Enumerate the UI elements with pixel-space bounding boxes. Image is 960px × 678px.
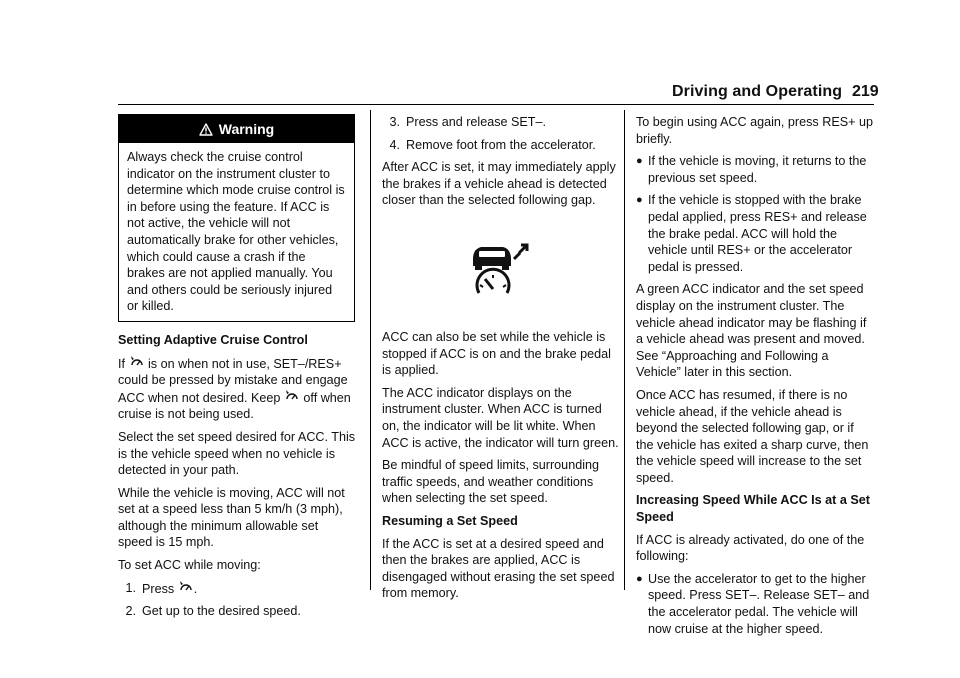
paragraph: The ACC indicator displays on the instrument cluster. When ACC is turned on, the indicator will be lit white. When ACC is active, the indicator will turn green.	[382, 385, 619, 450]
paragraph: Select the set speed desired for ACC. This is the vehicle speed when no vehicle is detected in your path.	[118, 429, 356, 478]
section-heading: Increasing Speed While ACC Is at a Set Speed	[636, 493, 870, 525]
warning-title: Warning	[218, 120, 275, 137]
paragraph: To begin using ACC again, press RES+ up briefly.	[636, 115, 873, 146]
warning-box	[118, 114, 355, 322]
paragraph: If the ACC is set at a desired speed and then the brakes are applied, ACC is disengaged without erasing the set speed from memory.	[382, 536, 615, 601]
paragraph: After ACC is set, it may immediately apply the brakes if a vehicle ahead is detected closer than the selected following gap.	[382, 160, 616, 208]
list-item: ● Use the accelerator to get to the higher speed. Press SET–. Release SET– and the accelerator pedal. The vehicle will now cruise at the higher speed.	[636, 571, 870, 636]
paragraph: Once ACC has resumed, if there is no vehicle ahead, if the vehicle ahead is beyond the selected following gap, or if the vehicle has exited a sharp curve, then the vehicle speed will increase to the set speed.	[636, 387, 869, 485]
paragraph: If is on when not in use, SET–/RES+ could be pressed by mistake and engage ACC when not desired. Keep off when cruise is not being used.	[118, 356, 351, 422]
section-heading: Resuming a Set Speed	[382, 513, 518, 528]
adaptive-cruise-icon	[130, 355, 144, 371]
list-item: ● If the vehicle is moving, it returns to the previous set speed.	[636, 154, 867, 185]
warning-icon	[199, 123, 213, 136]
paragraph: ACC can also be set while the vehicle is stopped if ACC is on and the brake pedal is applied.	[382, 329, 611, 378]
header-rule	[118, 104, 874, 105]
paragraph: To set ACC while moving:	[118, 558, 261, 573]
bullet-icon: ●	[636, 155, 643, 168]
warning-text: Always check the cruise control indicator on the instrument cluster to determine which mode cruise control is in before using the feature. If ACC is not active, the vehicle will not automatically brake for other vehicles, which could cause a crash if the brakes are not applied manually. You and others could be seriously injured or killed.	[127, 150, 345, 314]
column-divider	[370, 110, 371, 590]
paragraph: Be mindful of speed limits, surrounding traffic speeds, and weather conditions when selecting the set speed.	[382, 458, 600, 506]
bullet-icon: ●	[636, 194, 643, 207]
column-1	[118, 114, 356, 626]
section-heading: Setting Adaptive Cruise Control	[118, 332, 308, 347]
paragraph: While the vehicle is moving, ACC will not set at a speed less than 5 km/h (3 mph), although the minimum allowable set speed is 15 mph.	[118, 485, 345, 550]
warning-header	[119, 115, 354, 143]
paragraph: If ACC is already activated, do one of the following:	[636, 532, 865, 564]
column-3	[636, 114, 874, 643]
page-number: 219	[852, 83, 879, 100]
steps-list	[382, 114, 620, 153]
steps-list	[118, 580, 356, 620]
column-divider	[624, 110, 625, 590]
acc-indicator-figure	[382, 219, 620, 317]
list-item: 2. Get up to the desired speed.	[125, 604, 301, 619]
list-item: 4. Remove foot from the accelerator.	[389, 137, 596, 152]
list-item: 3. Press and release SET–.	[389, 115, 547, 129]
list-item: 1. Press .	[125, 580, 198, 596]
adaptive-cruise-indicator-icon	[463, 239, 539, 297]
list-item: ● If the vehicle is stopped with the brake pedal applied, press RES+ and release the brake pedal. ACC will hold the vehicle until RES+ or the accelerator pedal is pressed.	[636, 193, 867, 274]
column-2	[382, 114, 620, 608]
adaptive-cruise-icon	[179, 580, 193, 596]
bullet-list	[636, 571, 874, 637]
bullet-icon: ●	[636, 572, 643, 585]
section-title: Driving and Operating	[672, 83, 843, 100]
page-header	[0, 82, 960, 104]
adaptive-cruise-icon	[285, 389, 299, 405]
bullet-list	[636, 153, 874, 275]
paragraph: A green ACC indicator and the set speed display on the instrument cluster. The vehicle ahead indicator may be flashing if a vehicle ahead was present and moved. See “Approaching and Following a Vehicle” later in this section.	[636, 282, 867, 380]
